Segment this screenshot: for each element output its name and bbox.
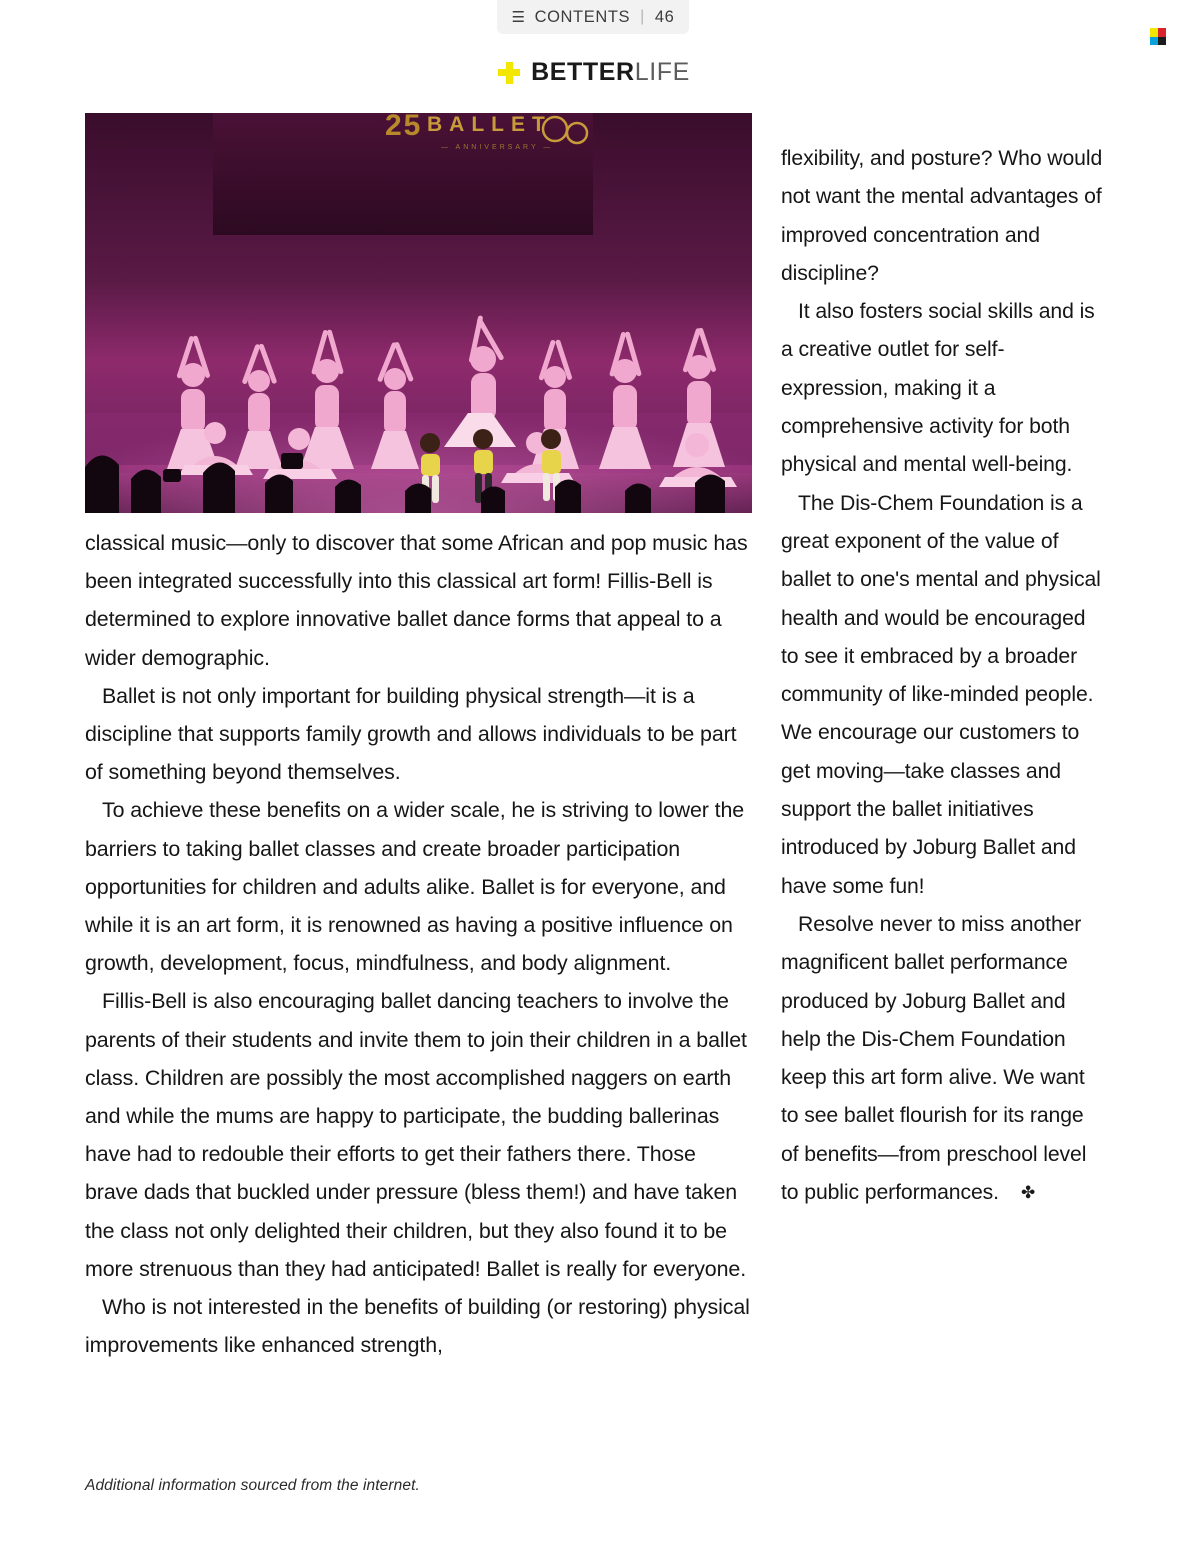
footnote: Additional information sourced from the internet. — [85, 1477, 420, 1494]
paragraph: It also fosters social skills and is a creative outlet for self-expression, making it a comprehensive activity for both physical and mental well-being. — [781, 300, 1095, 477]
svg-text:— ANNIVERSARY —: — ANNIVERSARY — — [441, 144, 554, 151]
masthead-title — [531, 58, 690, 87]
paragraph: classical music—only to discover that some African and pop music has been integrated successfully into this classical art form! Fillis-Bell is determined to explore innovative ballet dance forms that appeal to a wider demographic. — [85, 531, 748, 670]
masthead-bold: BETTER — [531, 58, 635, 86]
page-number: 46 — [654, 7, 675, 26]
svg-text:25: 25 — [385, 113, 423, 142]
paragraph: Ballet is not only important for building physical strength—it is a discipline that supports family growth and allows individuals to be part of something beyond themselves. — [85, 683, 737, 785]
paragraph: Fillis-Bell is also encouraging ballet dancing teachers to involve the parents of their students and invite them to join their children in a ballet class. Children are possibly the most accomplished naggers on earth and while the mums are happy to participate, the budding ballerinas have had to redouble their efforts to get their fathers there. Those brave dads that buckled under pressure (bless them!) and have taken the class not only delighted their children, but they also found it to be more strenuous than they had anticipated! Ballet is really for everyone. — [85, 989, 747, 1281]
masthead-light: LIFE — [634, 58, 690, 86]
contents-separator: | — [640, 8, 645, 25]
svg-text:BALLET: BALLET — [427, 113, 552, 136]
paragraph: The Dis-Chem Foundation is a great exponent of the value of ballet to one's mental and physical health and would be encouraged to see it embraced by a broader community of like-minded people. We encourage our customers to get moving—take classes and support the ballet initiatives introduced by Joburg Ballet and have some fun! — [781, 491, 1101, 898]
paragraph: Who is not interested in the benefits of building (or restoring) physical improvements like enhanced strength, — [85, 1295, 750, 1358]
end-mark-icon: ✤ — [1020, 1183, 1036, 1203]
contents-label: CONTENTS — [534, 7, 631, 26]
ballet-stage-illustration — [85, 113, 752, 513]
hamburger-icon[interactable]: ☰ — [511, 8, 526, 26]
paragraph: flexibility, and posture? Who would not want the mental advantages of improved concentration and discipline? — [781, 147, 1103, 285]
plus-icon — [498, 62, 520, 84]
contents-bar[interactable] — [497, 0, 689, 34]
color-square-mark-icon — [1150, 28, 1166, 45]
article-left-column — [85, 524, 752, 1364]
paragraph-text: Resolve never to miss another magnificent ballet performance produced by Joburg Ballet and help the Dis-Chem Foundation keep this art form alive. We want to see ballet flourish for its range of benefits—from preschool level to public performances. — [781, 912, 1087, 1205]
article-photo — [85, 113, 752, 513]
masthead — [0, 58, 1188, 87]
paragraph-final — [781, 906, 1106, 1212]
paragraph: To achieve these benefits on a wider scale, he is striving to lower the barriers to taking ballet classes and create broader participation opportunities for children and adults alike. Ballet is for everyone, and while it is an art form, it is renowned as having a positive influence on growth, development, focus, mindfulness, and body alignment. — [85, 798, 745, 976]
article-right-column — [781, 140, 1106, 1212]
